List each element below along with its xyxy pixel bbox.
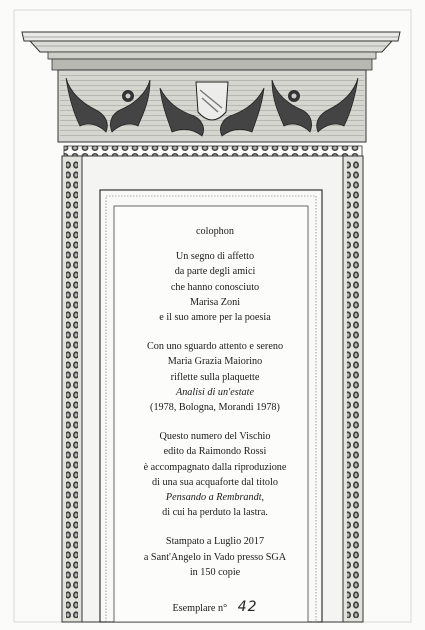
text-line: edito da Raimondo Rossi (163, 446, 267, 458)
text-line: riflette sulla plaquette (170, 371, 260, 383)
text-line: Maria Grazia Maiorino (167, 356, 263, 368)
text-line: in 150 copie (189, 566, 241, 578)
text-line: è accompagnato dalla riproduzione (143, 461, 287, 473)
text-line: che hanno conosciuto (170, 281, 260, 293)
reflection-paragraph (122, 339, 308, 415)
colophon-text (122, 224, 308, 616)
text-line: Questo numero del Vischio (159, 431, 271, 443)
text-line: e il suo amore per la poesia (159, 312, 271, 324)
central-shield (196, 82, 228, 120)
text-line: Marisa Zoni (189, 296, 241, 308)
edition-paragraph (122, 429, 308, 520)
text-line: di una sua acquaforte dal titolo (152, 476, 278, 488)
dedication-paragraph (122, 249, 308, 325)
text-line: Stampato a Luglio 2017 (165, 536, 265, 548)
text-line: da parte degli amici (174, 266, 256, 278)
text-line: Un segno di affetto (175, 251, 255, 263)
artwork-title-line: Pensando a Rembrandt, (165, 492, 265, 504)
text-line: (1978, Bologna, Morandi 1978) (150, 402, 280, 414)
text-line: di cui ha perduto la lastra. (162, 507, 268, 519)
text-line: a Sant'Angelo in Vado presso SGA (143, 551, 287, 563)
handwritten-copy-number: 42 (237, 599, 258, 616)
cornice (22, 32, 400, 70)
colophon-title: colophon (196, 226, 234, 237)
text-line: Con uno sguardo attento e sereno (146, 341, 284, 353)
printing-paragraph (122, 534, 308, 580)
book-title-line: Analisi di un'estate (175, 386, 254, 398)
copy-number-line (122, 600, 308, 616)
copy-label: Esemplare n° (172, 603, 228, 615)
